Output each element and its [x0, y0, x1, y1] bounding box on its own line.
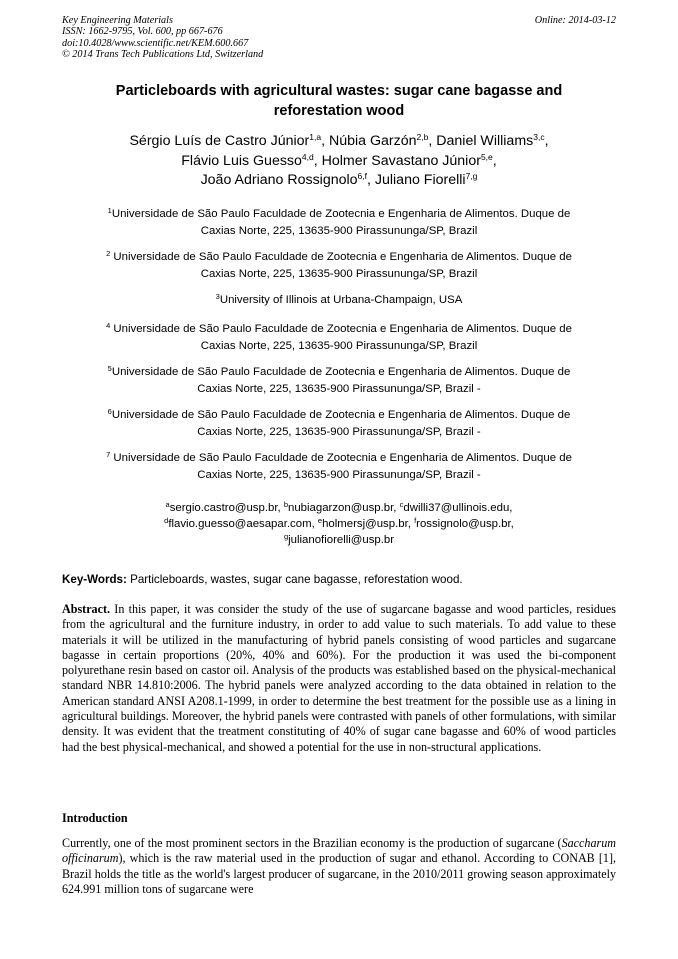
- author-sup: 6,f: [357, 171, 367, 181]
- affiliation-line: Universidade de São Paulo Faculdade de Zootecnia e Engenharia de Alimentos. Duque de: [111, 366, 571, 378]
- author-sup: 7,g: [465, 171, 478, 181]
- intro-species-name: Saccharum officinarum: [62, 836, 616, 866]
- copyright-line: © 2014 Trans Tech Publications Ltd, Switzerland: [62, 49, 264, 61]
- online-date: Online: 2014-03-12: [534, 15, 616, 26]
- affiliation-line: Universidade de São Paulo Faculdade de Zootecnia e Engenharia de Alimentos. Duque de: [111, 409, 571, 421]
- section-heading: Introduction: [62, 811, 128, 825]
- affiliation-number: 1: [107, 206, 112, 215]
- email-sup: d: [164, 516, 169, 525]
- intro-text: ), which is the raw material used in the production of sugar and ethanol. According to CONAB [1], Brazil holds the title as the world's largest producer of sugarcane, in the 2010/2011 growing season approximately 624.991 million tons of sugarcane were: [62, 851, 616, 896]
- keywords-text: Particleboards, wastes, sugar cane bagasse, reforestation wood.: [126, 573, 463, 586]
- affiliation: [62, 364, 616, 398]
- affiliation-line: Universidade de São Paulo Faculdade de Zootecnia e Engenharia de Alimentos. Duque de: [110, 251, 572, 263]
- author-name: Daniel Williams: [436, 133, 534, 149]
- email-sup: b: [283, 500, 289, 509]
- author-sup: 4,d: [301, 151, 314, 162]
- affiliation-number: 3: [215, 292, 220, 301]
- email-sup: f: [414, 516, 417, 525]
- email-sup: a: [165, 500, 170, 509]
- title-line: reforestation wood: [273, 103, 405, 119]
- affiliation-line: Universidade de São Paulo Faculdade de Zootecnia e Engenharia de Alimentos. Duque de: [110, 452, 572, 464]
- title-line: Particleboards with agricultural wastes: sugar cane bagasse and: [115, 83, 563, 99]
- affiliation-number: 6: [107, 407, 112, 416]
- email-line: [62, 532, 616, 548]
- author-sep: ,: [544, 133, 549, 149]
- author-name: João Adriano Rossignolo: [200, 172, 358, 188]
- author-line: [62, 152, 616, 172]
- email-address: flavio.guesso@aesapar.com,: [168, 518, 318, 530]
- issn-line: ISSN: 1662-9795, Vol. 600, pp 667-676: [62, 26, 223, 38]
- affiliation-line: University of Illinois at Urbana-Champaign, USA: [219, 294, 463, 306]
- affiliation-number: 4: [106, 321, 111, 330]
- author-sep: ,: [313, 152, 322, 169]
- author-sup: 3,c: [533, 132, 545, 142]
- affiliation: [62, 450, 616, 484]
- author-line: [62, 132, 616, 152]
- affiliation-line: Caxias Norte, 225, 13635-900 Pirassununga/SP, Brazil: [200, 225, 478, 237]
- affiliation-line: Caxias Norte, 225, 13635-900 Pirassununga/SP, Brazil -: [197, 383, 481, 395]
- email-address: holmersj@usp.br,: [322, 518, 415, 530]
- introduction-paragraph: [62, 836, 616, 897]
- affiliation-number: 5: [107, 364, 112, 373]
- affiliation: [62, 292, 616, 309]
- affiliation-line: Universidade de São Paulo Faculdade de Zootecnia e Engenharia de Alimentos. Duque de: [111, 208, 571, 220]
- journal-header: [62, 15, 616, 61]
- author-name: Juliano Fiorelli: [374, 172, 466, 188]
- email-address: dwilli37@ullinois.edu,: [403, 502, 513, 514]
- affiliation: [62, 407, 616, 441]
- affiliation-number: 2: [106, 249, 111, 258]
- email-address: sergio.castro@usp.br,: [169, 502, 284, 514]
- affiliation-number: 7: [106, 450, 111, 459]
- abstract-label: Abstract.: [62, 602, 111, 616]
- affiliation-line: Caxias Norte, 225, 13635-900 Pirassununga/SP, Brazil -: [197, 426, 481, 438]
- doi-line: doi:10.4028/www.scientific.net/KEM.600.667: [62, 37, 249, 49]
- keywords-label: Key-Words:: [62, 573, 127, 586]
- email-line: [62, 516, 616, 532]
- abstract-text: In this paper, it was consider the study of the use of sugarcane bagasse and wood particles, residues from the agricultural and the furniture industry, in order to add value to such materials. To add value to these materials it will be utilized in the manufacturing of hybrid panels consisting of wood particles and sugarcane bagasse in certain proportions (20%, 40% and 60%). For the production it was used the bi-component polyurethane resin based on castor oil. Analysis of the products was established based on the physical-mechanical standard NBR 14.810:2006. The hybrid panels were analyzed according to the data obtained in relation to the American standard ANSI A208.1-1999, in order to determine the best treatment for the possible use as a lining in agricultural buildings. Moreover, the hybrid panels were contrasted with panels of other formulations, with similar density. It was evident that the treatment constituting of 40% of sugar cane bagasse and 60% of wood particles had the best physical-mechanical, and showed a potential for the use in non-structural applications.: [62, 602, 617, 754]
- email-sup: g: [283, 532, 289, 541]
- author-sup: 5,e: [480, 151, 493, 162]
- affiliation: [62, 206, 616, 240]
- affiliation: [62, 249, 616, 283]
- intro-text: Currently, one of the most prominent sectors in the Brazilian economy is the production of sugarcane (: [62, 836, 562, 850]
- author-sep: ,: [321, 133, 329, 149]
- email-address: julianofiorelli@usp.br: [288, 534, 395, 546]
- affiliation-line: Caxias Norte, 225, 13635-900 Pirassununga/SP, Brazil: [200, 340, 478, 352]
- email-list: [62, 500, 616, 548]
- author-name: Sérgio Luís de Castro Júnior: [129, 133, 310, 149]
- author-line: [62, 171, 616, 191]
- affiliation-line: Caxias Norte, 225, 13635-900 Pirassununga/SP, Brazil -: [197, 469, 481, 481]
- author-name: Núbia Garzón: [329, 133, 417, 149]
- affiliation-list: [62, 206, 616, 493]
- affiliation-line: Universidade de São Paulo Faculdade de Zootecnia e Engenharia de Alimentos. Duque de: [110, 323, 572, 335]
- abstract: [62, 602, 616, 755]
- email-address: nubiagarzon@usp.br,: [288, 502, 400, 514]
- author-sup: 1,a: [309, 132, 322, 142]
- email-line: [62, 500, 616, 516]
- email-address: rossignolo@usp.br,: [416, 518, 514, 530]
- author-name: Holmer Savastano Júnior: [321, 152, 481, 169]
- paper-title: [62, 81, 616, 121]
- author-sep: ,: [367, 172, 375, 188]
- affiliation-line: Caxias Norte, 225, 13635-900 Pirassununga/SP, Brazil: [200, 268, 478, 280]
- affiliation: [62, 321, 616, 355]
- keywords: [62, 572, 616, 587]
- author-sep: ,: [492, 152, 497, 169]
- author-list: [62, 132, 616, 191]
- author-sep: ,: [428, 133, 437, 149]
- email-sup: e: [317, 516, 323, 525]
- journal-name: Key Engineering Materials: [62, 15, 173, 26]
- author-sup: 2,b: [416, 132, 429, 142]
- author-name: Flávio Luis Guesso: [181, 152, 302, 169]
- email-sup: c: [399, 500, 404, 509]
